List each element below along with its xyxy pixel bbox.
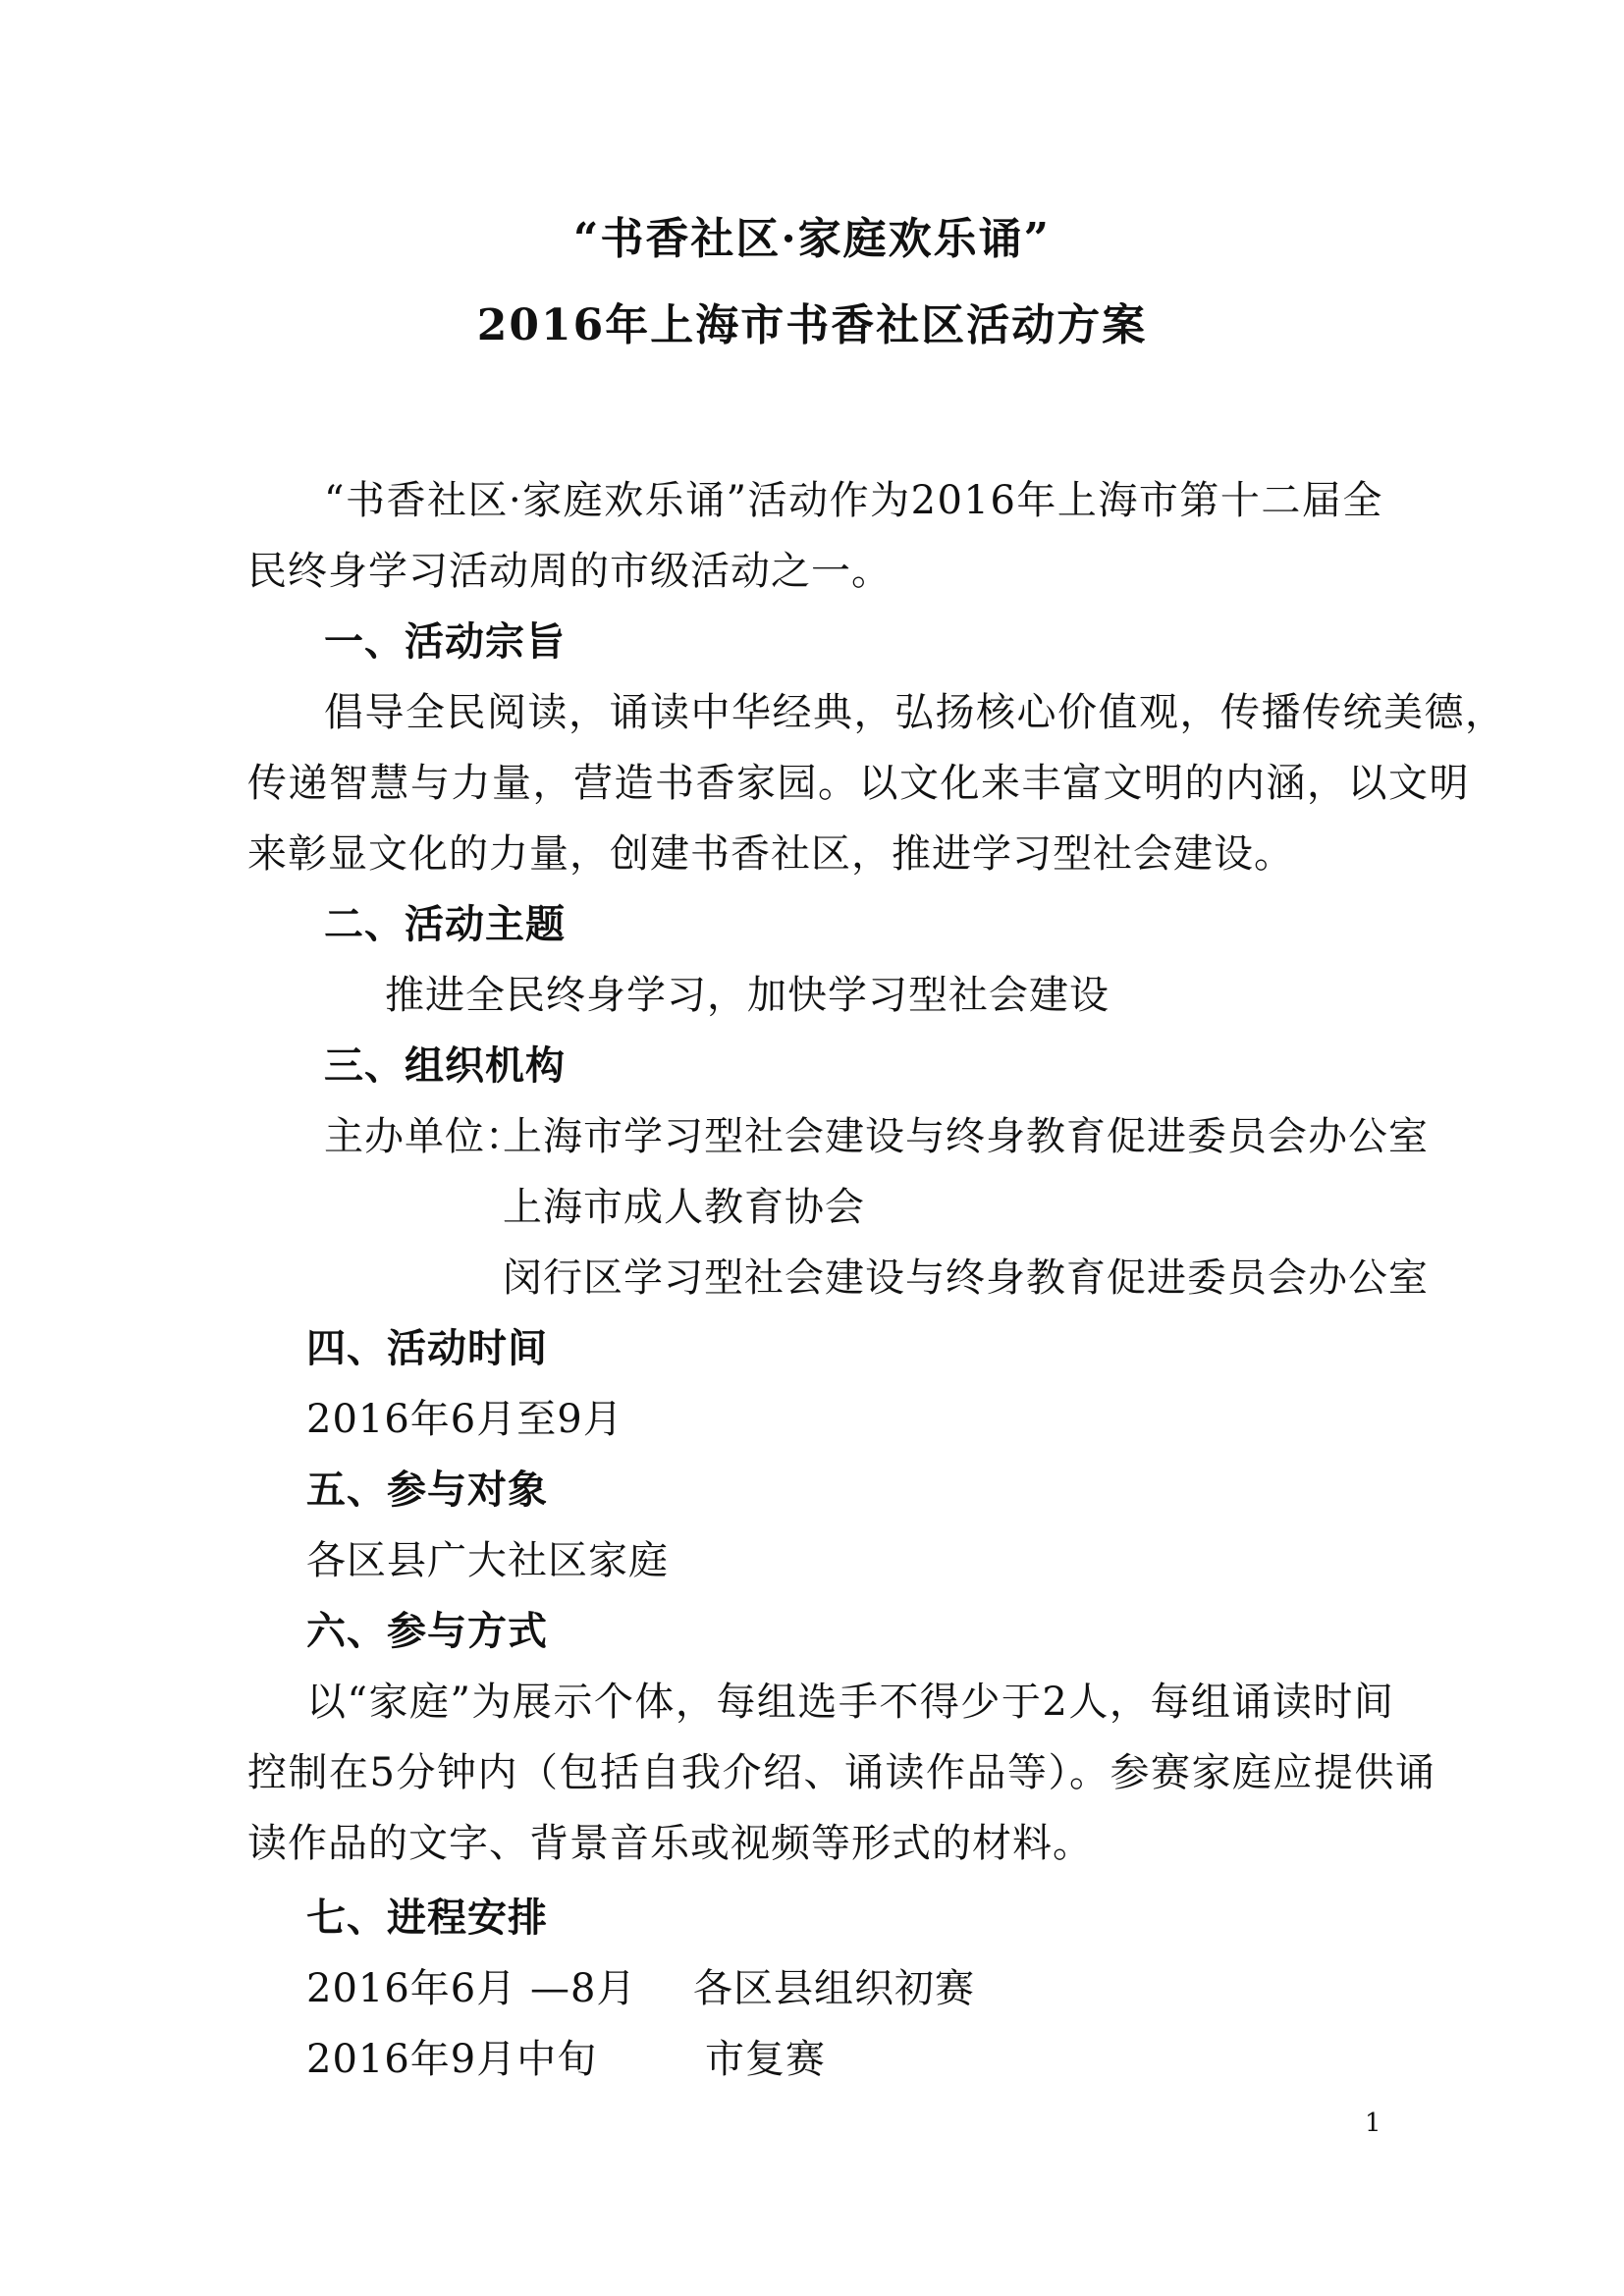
title-line-2: 2016年上海市书香社区活动方案 <box>476 300 1148 350</box>
section-6-heading: 六、参与方式 <box>306 1608 548 1654</box>
section-3-heading: 三、组织机构 <box>324 1042 566 1089</box>
section-7-heading: 七、进程安排 <box>306 1895 548 1941</box>
section-5-text: 各区县广大社区家庭 <box>306 1538 669 1583</box>
section-2-heading: 二、活动主题 <box>324 901 566 947</box>
section-4-heading: 四、活动时间 <box>306 1325 548 1371</box>
section-6-line-3: 读作品的文字、背景音乐或视频等形式的材料。 <box>247 1821 1093 1866</box>
intro-line-1: “书香社区·家庭欢乐诵”活动作为2016年上海市第十二届全 <box>324 478 1383 523</box>
section-4-text: 2016年6月至9月 <box>306 1397 623 1442</box>
section-1-line-1: 倡导全民阅读，诵读中华经典，弘扬核心价值观，传播传统美德， <box>324 690 1506 735</box>
section-1-line-3: 来彰显文化的力量，创建书香社区，推进学习型社会建设。 <box>247 831 1294 877</box>
schedule-event-1: 各区县组织初赛 <box>693 1966 975 2011</box>
page-number: 1 <box>1365 2109 1381 2138</box>
section-1-line-2: 传递智慧与力量，营造书香家园。以文化来丰富文明的内涵，以文明 <box>247 761 1470 806</box>
section-5-heading: 五、参与对象 <box>306 1467 548 1513</box>
schedule-date-2: 2016年9月中旬 <box>306 2037 598 2082</box>
schedule-event-2: 市复赛 <box>705 2037 826 2082</box>
section-6-line-1: 以“家庭”为展示个体，每组选手不得少于2人，每组诵读时间 <box>306 1680 1395 1725</box>
section-3-host-2: 上海市成人教育协会 <box>503 1185 865 1230</box>
section-3-host-3: 闵行区学习型社会建设与终身教育促进委员会办公室 <box>503 1255 1429 1301</box>
section-6-line-2: 控制在5分钟内（包括自我介绍、诵读作品等）。参赛家庭应提供诵 <box>247 1750 1436 1795</box>
schedule-date-1: 2016年6月 —8月 <box>306 1966 637 2011</box>
section-1-heading: 一、活动宗旨 <box>324 618 566 665</box>
section-3-host-1: 上海市学习型社会建设与终身教育促进委员会办公室 <box>503 1114 1429 1159</box>
intro-line-2: 民终身学习活动周的市级活动之一。 <box>247 549 892 594</box>
title-line-1: “书香社区·家庭欢乐诵” <box>573 214 1051 264</box>
section-2-text: 推进全民终身学习，加快学习型社会建设 <box>385 973 1110 1018</box>
section-3-host-label: 主办单位： <box>324 1114 525 1159</box>
